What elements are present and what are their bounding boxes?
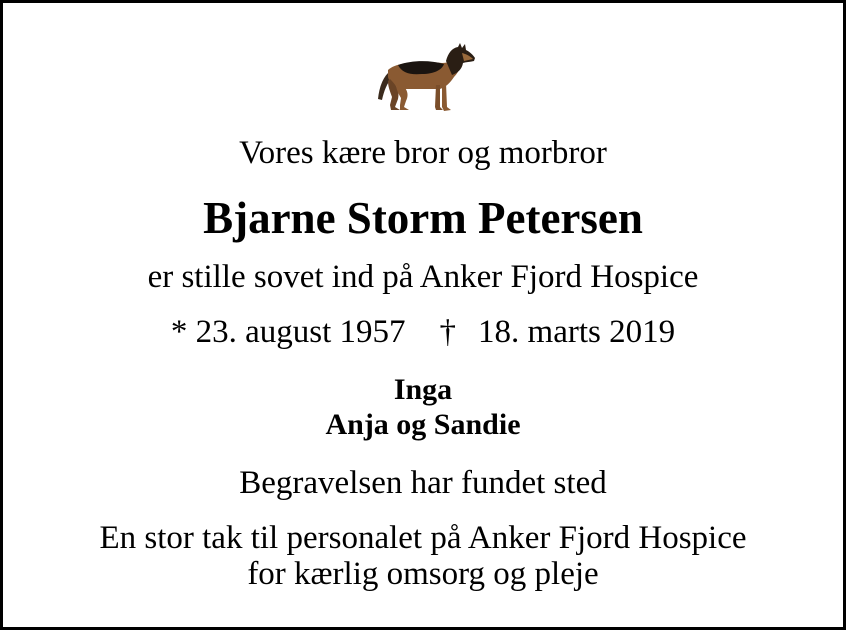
funeral-line: Begravelsen har fundet sted: [239, 465, 607, 501]
birth-symbol: *: [170, 314, 188, 350]
passed-away-line: er stille sovet ind på Anker Fjord Hospice: [147, 259, 699, 295]
mourner-name: Inga: [393, 373, 453, 406]
thanks-line: En stor tak til personalet på Anker Fjord Hospice: [99, 520, 747, 556]
deceased-name: Bjarne Storm Petersen: [203, 193, 643, 243]
intro-line: Vores kære bror og morbror: [239, 135, 607, 171]
dates-line: [3, 316, 843, 349]
mourner-name: Anja og Sandie: [325, 408, 521, 441]
death-date: 18. marts 2019: [478, 314, 676, 350]
death-symbol: †: [439, 314, 457, 350]
birth-date: 23. august 1957: [195, 314, 406, 350]
thanks-line: for kærlig omsorg og pleje: [247, 556, 599, 592]
german-shepherd-dog-icon: [376, 43, 476, 115]
